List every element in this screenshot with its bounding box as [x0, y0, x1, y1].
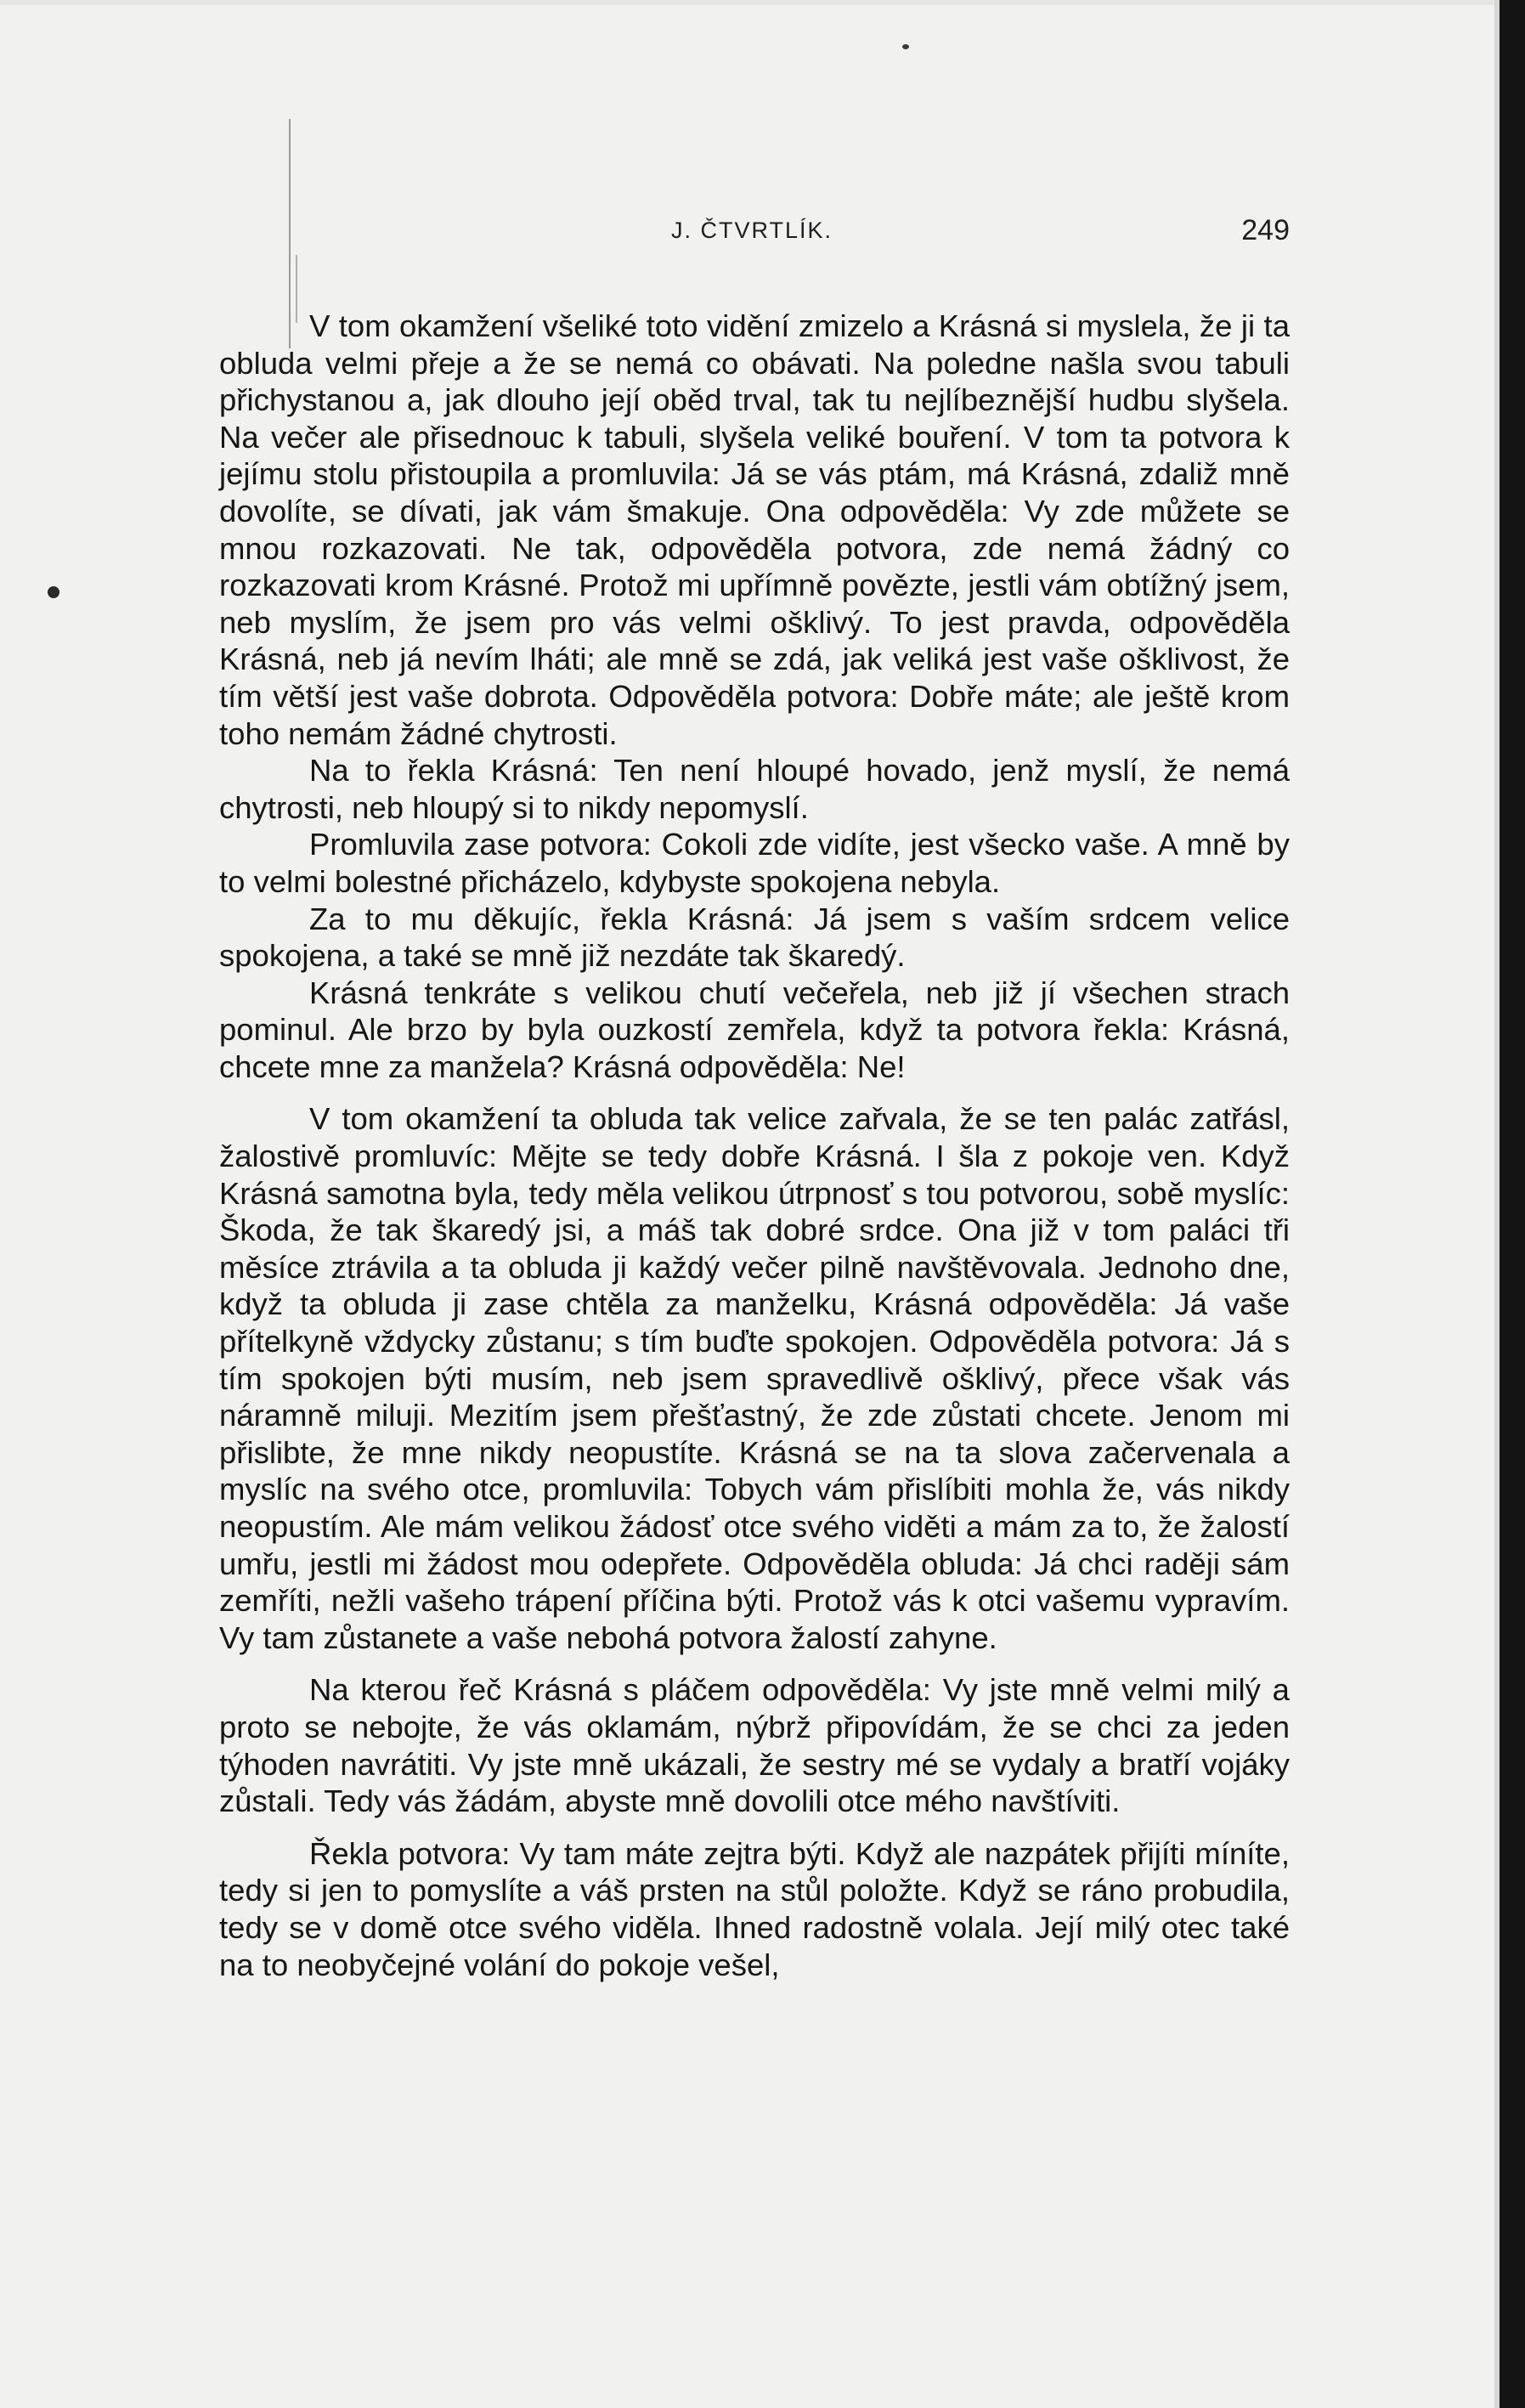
- page-header: [217, 214, 1290, 257]
- running-head: J. ČTVRTLÍK.: [671, 218, 833, 243]
- paragraph: Řekla potvora: Vy tam máte zejtra býti. Když ale nazpátek přijíti míníte, tedy si jen to pomyslíte a váš prsten na stůl položte. Když se ráno probudila, tedy se v domě otce svého viděla. Ihned radostně volala. Její milý otec také na to neobyčejné volání do pokoje vešel,: [219, 1835, 1290, 1982]
- paragraph: Na kterou řeč Krásná s pláčem odpověděla: Vy jste mně velmi milý a proto se nebojte, že vás oklamám, nýbrž připovídám, že se chci za jeden týhoden navrátiti. Vy jste mně ukázali, že sestry mé se vydaly a bratří vojáky zůstali. Tedy vás žádám, abyste mně dovolili otce mého navštíviti.: [219, 1672, 1290, 1819]
- paragraph: Promluvila zase potvora: Cokoli zde vidíte, jest všecko vaše. A mně by to velmi bolestné přicházelo, kdybyste spokojena nebyla.: [219, 827, 1290, 899]
- page-top-edge: [0, 0, 1525, 5]
- ink-speck: [48, 586, 59, 598]
- paragraph: Krásná tenkráte s velikou chutí večeřela, neb již jí všechen strach pominul. Ale brzo by byla ouzkostí zemřela, když ta potvora řekla: Krásná, chcete mne za manžela? Krásná odpověděla: Ne!: [219, 975, 1290, 1084]
- ink-speck-top: [902, 44, 909, 49]
- paragraph: Na to řekla Krásná: Ten není hloupé hovado, jenž myslí, že nemá chytrosti, neb hloupý si to nikdy nepomyslí.: [219, 753, 1290, 825]
- paragraph: V tom okamžení všeliké toto vidění zmizelo a Krásná si myslela, že ji ta obluda velmi přeje a že se nemá co obávati. Na poledne našla svou tabuli přichystanou a, jak dlouho její oběd trval, tak tu nejlíbeznější hudbu slyšela. Na večer ale přisednouc k tabuli, slyšela veliké bouření. V tom ta potvora k jejímu stolu přistoupila a promluvila: Já se vás ptám, má Krásná, zdaliž mně dovolíte, se dívati, jak vám šmakuje. Ona odpověděla: Vy zde můžete se mnou rozkazovati. Ne tak, odpověděla potvora, zde nemá žádný co rozkazovati krom Krásné. Protož mi upřímně povězte, jestli vám obtížný jsem, neb myslím, že jsem pro vás velmi ošklivý. To jest pravda, odpověděla Krásná, neb já nevím lháti; ale mně se zdá, jak veliká jest vaše ošklivost, že tím větší jest vaše dobrota. Odpověděla potvora: Dobře máte; ale ještě krom toho nemám žádné chytrosti.: [219, 308, 1290, 751]
- body-text: [219, 308, 1290, 1983]
- page-number: 249: [1241, 214, 1290, 246]
- paragraph: Za to mu děkujíc, řekla Krásná: Já jsem s vaším srdcem velice spokojena, a také se mně již nezdáte tak škaredý.: [219, 901, 1290, 974]
- paragraph: V tom okamžení ta obluda tak velice zařvala, že se ten palác zatřásl, žalostivě promluvíc: Mějte se tedy dobře Krásná. I šla z pokoje ven. Když Krásná samotna byla, tedy měla velikou útrpnosť s tou potvorou, sobě myslíc: Škoda, že tak škaredý jsi, a máš tak dobré srdce. Ona již v tom paláci tři měsíce ztrávila a ta obluda ji každý večer pilně navštěvovala. Jednoho dne, když ta obluda ji zase chtěla za manželku, Krásná odpověděla: Já vaše přítelkyně vždycky zůstanu; s tím buďte spokojen. Odpověděla potvora: Já s tím spokojen býti musím, neb jsem spravedlivě ošklivý, přece však vás náramně miluji. Mezitím jsem přešťastný, že zde zůstati chcete. Jenom mi přislibte, že mne nikdy neopustíte. Krásná se na ta slova začervenala a myslíc na svého otce, promluvila: Tobych vám přislíbiti mohla že, vás nikdy neopustím. Ale mám velikou žádosť otce svého viděti a mám za to, že žalostí umřu, jestli mi žádost mou odepřete. Odpověděla obluda: Já chci raději sám zemříti, nežli vašeho trápení příčina býti. Protož vás k otci vašemu vypravím. Vy tam zůstanete a vaše nebohá potvora žalostí zahyne.: [219, 1101, 1290, 1655]
- scan-dark-edge: [1500, 0, 1525, 2408]
